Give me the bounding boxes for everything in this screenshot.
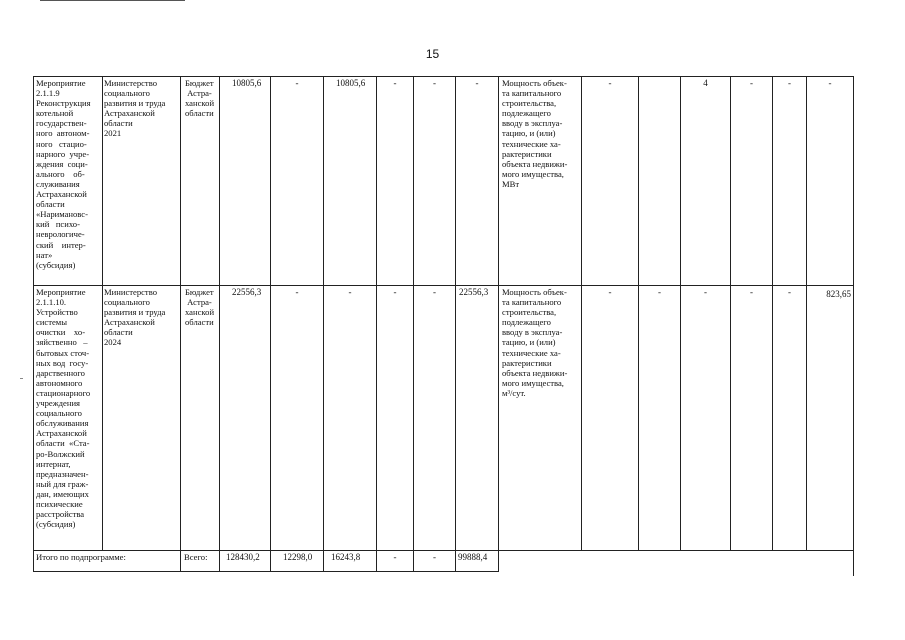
row1-year1: - bbox=[295, 78, 299, 88]
row1-total: 10805,6 bbox=[232, 78, 262, 88]
row2-year1: - bbox=[295, 287, 299, 297]
row1-ind1: - bbox=[608, 78, 612, 88]
row2-ind5: - bbox=[788, 287, 791, 297]
row2-ind1: - bbox=[608, 287, 612, 297]
top-rule bbox=[40, 0, 185, 1]
scan-speck bbox=[20, 378, 23, 379]
row1-year5: - bbox=[475, 78, 479, 88]
total-year4: - bbox=[433, 552, 436, 562]
total-total: 128430,2 bbox=[226, 552, 260, 562]
row1-event: Мероприятие 2.1.1.9 Реконструкция котельной государствен- ного автоном- ного стацио- нарного учре- ждения соци- ального об- служивания Астраханской области «Наримановс- кий психо- неврологиче- ский интер- нат» (субсидия) bbox=[36, 78, 91, 270]
row1-year4: - bbox=[433, 78, 436, 88]
row2-year2: - bbox=[348, 287, 352, 297]
total-source: Всего: bbox=[184, 552, 208, 562]
total-year2: 16243,8 bbox=[331, 552, 361, 562]
row2-year4: - bbox=[433, 287, 436, 297]
row2-year5: 22556,3 bbox=[459, 287, 489, 297]
row2-event: Мероприятие 2.1.1.10. Устройство системы очистки хо- зяйственно – бытовых сточ- ных вод госу- дарственного автономного стационарного учреждения социального обслуживания Астраханской области «Ста- ро-Волжский интернат, предназначен- ный для граж- дан, имеющих психические расстройства (субсидия) bbox=[36, 287, 91, 530]
row2-indicator: Мощность объек- та капитального строительства, подлежащего вводу в эксплуа- тацию, и (или) технические ха- рактеристики объекта недвижи- мого имущества, м³/сут. bbox=[502, 287, 568, 398]
total-label: Итого по подпрограмме: bbox=[36, 552, 126, 562]
row2-ind6: 823,65 bbox=[826, 289, 851, 299]
row2-executor: Министерство социального развития и труда Астраханской области 2024 bbox=[104, 287, 166, 348]
row1-source: Бюджет Астра- ханской области bbox=[185, 78, 215, 119]
row1-indicator: Мощность объек- та капитального строительства, подлежащего вводу в эксплуа- тацию, и (или) технические ха- рактеристики объекта недвижи- мого имущества, МВт bbox=[502, 78, 568, 189]
row1-year2: 10805,6 bbox=[336, 78, 366, 88]
row2-total: 22556,3 bbox=[232, 287, 262, 297]
row1-year3: - bbox=[393, 78, 397, 88]
row2-year3: - bbox=[393, 287, 397, 297]
total-year1: 12298,0 bbox=[283, 552, 313, 562]
row2-source: Бюджет Астра- ханской области bbox=[185, 287, 215, 328]
row1-ind4: - bbox=[750, 78, 753, 88]
page-number: 15 bbox=[425, 47, 440, 61]
total-year3: - bbox=[393, 552, 397, 562]
row2-ind2: - bbox=[658, 287, 661, 297]
row1-executor: Министерство социального развития и труда Астраханской области 2021 bbox=[104, 78, 166, 139]
row1-ind5: - bbox=[788, 78, 791, 88]
row1-ind6: - bbox=[828, 78, 832, 88]
row2-ind4: - bbox=[750, 287, 753, 297]
row2-ind3: - bbox=[704, 287, 707, 297]
total-year5: 99888,4 bbox=[458, 552, 488, 562]
row1-ind3: 4 bbox=[703, 78, 708, 88]
